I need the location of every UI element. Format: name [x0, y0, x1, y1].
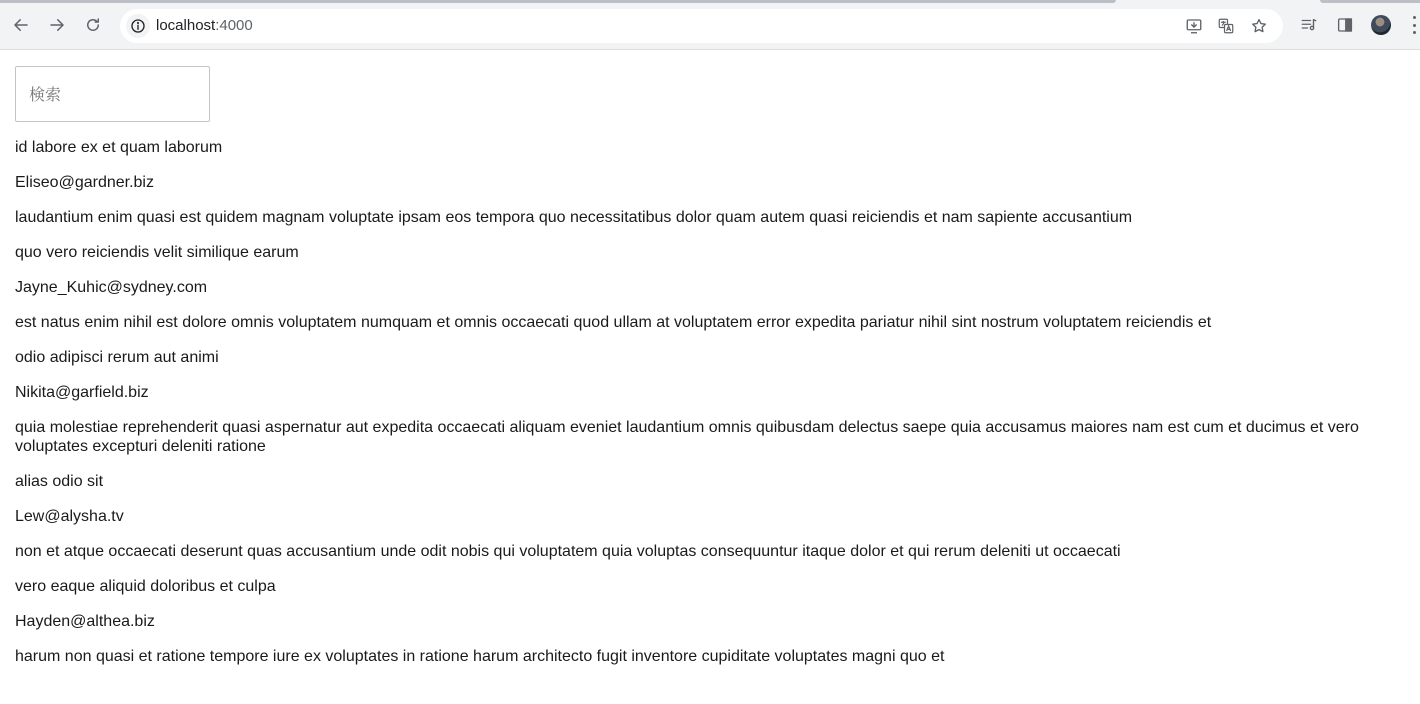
list-item: Hayden@althea.biz: [15, 613, 155, 630]
search-input[interactable]: [15, 66, 210, 122]
list-item: est natus enim nihil est dolore omnis voluptatem numquam et omnis occaecati quod ullam at voluptatem error expedita pariatur nihil sint nostrum voluptatem reiciendis et: [15, 314, 1212, 331]
install-app-icon: [1185, 17, 1203, 35]
kebab-dot-icon: [1413, 16, 1416, 19]
arrow-right-icon: [48, 16, 66, 34]
list-item: Nikita@garfield.biz: [15, 384, 149, 401]
browser-toolbar: [0, 0, 1420, 50]
list-item: alias odio sit: [15, 473, 104, 490]
arrow-left-icon: [12, 16, 30, 34]
bookmark-button[interactable]: [1249, 16, 1269, 36]
url-port: :4000: [215, 17, 253, 34]
list-item: quia molestiae reprehenderit quasi aspernatur aut expedita occaecati aliquam eveniet laudantium omnis quibusdam delectus saepe quia accusamus maiores nam est cum et ducimus et vero voluptates excepturi deleniti ratione: [15, 419, 1359, 455]
install-app-button[interactable]: [1184, 16, 1204, 36]
profile-avatar[interactable]: [1371, 15, 1391, 35]
list-item: laudantium enim quasi est quidem magnam voluptate ipsam eos tempora quo necessitatibus dolor quam autem quasi reiciendis et nam sapiente accusantium: [15, 209, 1133, 226]
side-panel-button[interactable]: [1335, 15, 1355, 35]
list-item: Lew@alysha.tv: [15, 508, 124, 525]
site-info-button[interactable]: [126, 14, 150, 38]
tab-strip-edge-right: [1320, 0, 1420, 3]
list-item: non et atque occaecati deserunt quas accusantium unde odit nobis qui voluptatem quia voluptas consequuntur itaque dolor et qui rerum deleniti ut occaecati: [15, 543, 1121, 560]
translate-icon: [1217, 17, 1235, 35]
url-text[interactable]: [156, 17, 253, 34]
star-icon: [1250, 17, 1268, 35]
address-bar[interactable]: [120, 9, 1283, 43]
tab-strip-edge: [0, 0, 1116, 3]
url-host: localhost: [156, 17, 216, 34]
list-item: Jayne_Kuhic@sydney.com: [15, 279, 208, 296]
side-panel-icon: [1336, 16, 1354, 34]
back-button[interactable]: [9, 13, 33, 37]
translate-button[interactable]: [1216, 16, 1236, 36]
list-item: vero eaque aliquid doloribus et culpa: [15, 578, 276, 595]
page-content: [0, 50, 1420, 704]
media-controls-button[interactable]: [1299, 15, 1319, 35]
item-list: [15, 138, 1405, 682]
queue-music-icon: [1300, 16, 1318, 34]
list-item: quo vero reiciendis velit similique earum: [15, 244, 299, 261]
kebab-dot-icon: [1413, 31, 1416, 34]
list-item: odio adipisci rerum aut animi: [15, 349, 219, 366]
list-item: id labore ex et quam laborum: [15, 139, 223, 156]
browser-menu-button[interactable]: [1411, 16, 1417, 34]
kebab-dot-icon: [1413, 24, 1416, 27]
list-item: harum non quasi et ratione tempore iure ex voluptates in ratione harum architecto fugit inventore cupiditate voluptates magni quo et: [15, 648, 945, 665]
list-item: Eliseo@gardner.biz: [15, 174, 154, 191]
reload-button[interactable]: [81, 13, 105, 37]
info-icon: [130, 18, 146, 34]
forward-button[interactable]: [45, 13, 69, 37]
reload-icon: [84, 16, 102, 34]
